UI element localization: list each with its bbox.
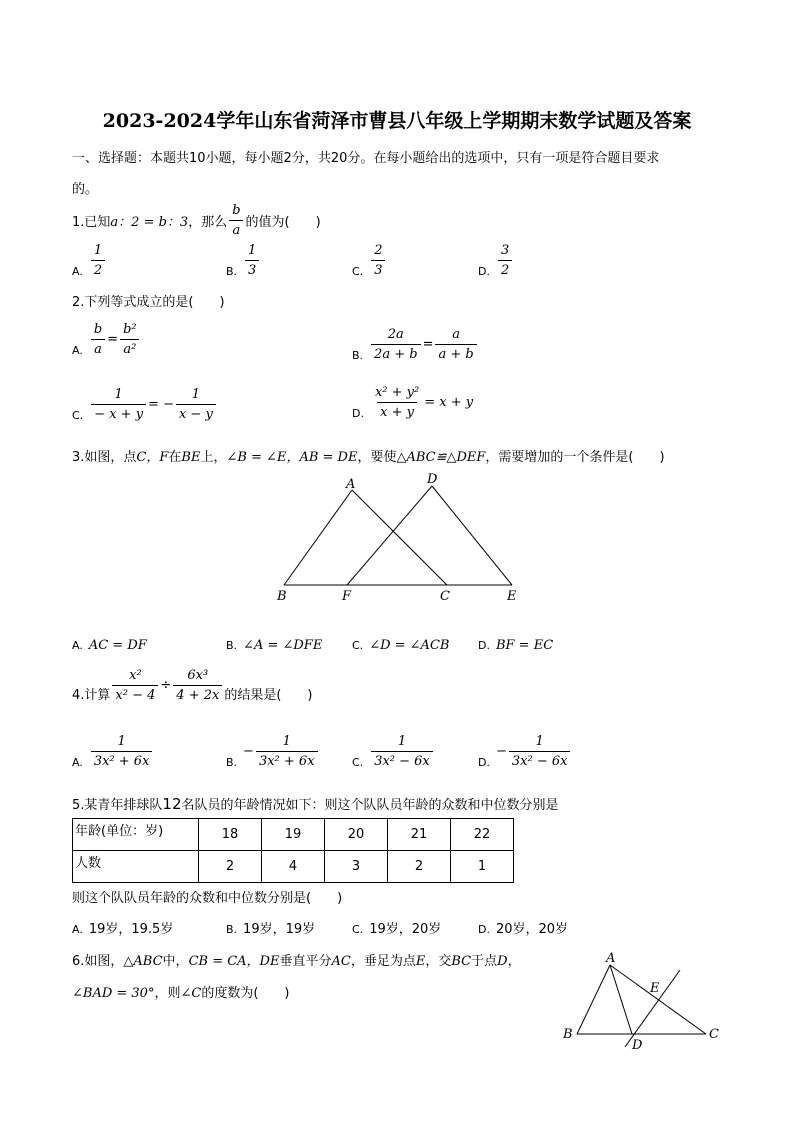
label-e: E — [507, 589, 517, 604]
frac-right — [435, 327, 476, 362]
equals-minus-sign: = − — [148, 397, 174, 412]
option-text: ∠A = ∠DFE — [243, 638, 323, 653]
q1-text-post: 的值为( ) — [245, 215, 321, 230]
q1-frac-num: b — [232, 203, 241, 218]
q6-text: ，垂足为点 — [350, 954, 416, 969]
q3-text: 3.如图，点 — [72, 450, 137, 465]
frac-den: 3 — [371, 260, 385, 278]
q1-option-a[interactable] — [72, 243, 107, 278]
option-letter: B. — [352, 349, 364, 362]
frac-den: 3x² + 6x — [91, 751, 153, 769]
divide-sign: ÷ — [160, 678, 172, 693]
q6-text: 中， — [162, 954, 189, 969]
option-letter: A. — [72, 265, 83, 278]
frac-num: 2a — [387, 327, 404, 342]
q1-option-c[interactable] — [352, 243, 387, 278]
option-text: BF = EC — [495, 638, 554, 653]
frac-num: 1 — [117, 734, 126, 749]
q6-math: CB = CA，DE — [188, 954, 280, 969]
q6-math: △ABC — [123, 954, 163, 969]
question-2-stem: 2.下列等式成立的是( ) — [72, 295, 225, 310]
frac-num: 1 — [282, 734, 291, 749]
frac-num: 6x³ — [187, 668, 209, 683]
q3-math: △ABC≌△DEF — [396, 450, 486, 465]
option-letter: C. — [72, 409, 84, 422]
option-letter: A. — [72, 923, 83, 936]
option-text: 19岁，19岁 — [243, 922, 316, 937]
frac-den: 2a + b — [371, 344, 421, 362]
option-letter: B. — [226, 265, 238, 278]
q1-option-d[interactable] — [478, 243, 514, 278]
q6-text: 垂直平分 — [279, 954, 332, 969]
option-letter: A. — [72, 639, 83, 652]
frac-num: 1 — [114, 387, 123, 402]
label-b: B — [277, 589, 287, 604]
age-table — [72, 818, 514, 883]
frac-num: 1 — [397, 734, 407, 749]
frac-num: x² + y² — [374, 385, 420, 400]
frac-den: 3x² − 6x — [371, 751, 433, 769]
option-letter: C. — [352, 639, 364, 652]
table-cell: 2 — [388, 851, 451, 883]
option-letter: B. — [226, 756, 238, 769]
option-letter: C. — [352, 265, 364, 278]
q6-text: ， — [507, 954, 521, 969]
q3-option-c[interactable] — [352, 638, 449, 653]
q6-math: ∠BAD = 30° — [72, 986, 155, 1001]
q1-option-b[interactable] — [226, 243, 261, 278]
frac-right — [176, 387, 216, 422]
q4-fraction-2 — [173, 668, 222, 703]
table-header-count: 人数 — [73, 851, 199, 883]
table-cell: 3 — [325, 851, 388, 883]
option-text: 19岁，19.5岁 — [88, 922, 174, 937]
table-header-age: 年龄(单位：岁) — [73, 819, 199, 851]
frac-num: 1 — [248, 243, 257, 258]
label-d: D — [632, 1038, 643, 1053]
frac-den: x + y — [377, 402, 417, 420]
frac-num: b² — [123, 322, 137, 337]
frac-den: 2 — [498, 260, 512, 278]
segment-ab — [284, 490, 352, 585]
question-6-stem — [72, 950, 521, 969]
segment-ad — [610, 965, 632, 1034]
equals-sign: = — [422, 337, 434, 352]
option-fraction — [498, 243, 512, 278]
q4-option-c[interactable] — [352, 734, 435, 769]
option-sign: − — [243, 744, 254, 759]
equals-sign: = — [107, 332, 119, 347]
q6-text: 于点 — [471, 954, 498, 969]
q3-math: BE — [181, 450, 201, 465]
frac-num: 1 — [93, 243, 103, 258]
q5-question: 则这个队队员年龄的众数和中位数分别是( ) — [72, 891, 343, 906]
q6-text: 6.如图， — [72, 954, 124, 969]
label-b: B — [563, 1027, 573, 1042]
option-letter: A. — [72, 756, 83, 769]
option-letter: B. — [226, 923, 238, 936]
q2-option-b[interactable] — [352, 327, 479, 362]
q1-fraction — [229, 203, 243, 238]
q3-math: ∠B = ∠E，AB = DE — [226, 450, 358, 465]
frac-num: 3 — [500, 243, 510, 258]
q2-option-a[interactable] — [72, 322, 142, 357]
frac-den: 3x² + 6x — [256, 751, 318, 769]
q5-text: 名队员的年龄情况如下：则这个队队员年龄的众数和中位数分别是 — [181, 798, 559, 813]
q1-text-mid: ，那么 — [188, 215, 228, 230]
q4-option-a[interactable] — [72, 734, 154, 769]
q3-math: C，F — [136, 450, 169, 465]
frac-den: 3 — [245, 260, 259, 278]
q6-math: BC — [451, 954, 472, 969]
q3-text: ，要使 — [357, 450, 397, 465]
q4-option-b[interactable] — [226, 734, 320, 769]
question-3-stem — [72, 446, 665, 465]
q4-option-d[interactable] — [478, 734, 572, 769]
option-text: AC = DF — [88, 638, 147, 653]
option-text: ∠D = ∠ACB — [369, 638, 450, 653]
section-instructions: 一、选择题：本题共10小题，每小题2分，共20分。在每小题给出的选项中，只有一项是符合题目要求 — [72, 151, 660, 166]
frac-num: a — [452, 327, 460, 342]
table-row — [73, 851, 514, 883]
label-d: D — [427, 472, 438, 487]
q3-text: 上， — [200, 450, 227, 465]
frac-right — [120, 322, 140, 357]
q3-option-b[interactable] — [226, 638, 322, 653]
q6-math: AC — [331, 954, 351, 969]
label-c: C — [709, 1027, 719, 1042]
q3-text: ，需要增加的一个条件是( ) — [485, 450, 665, 465]
table-cell: 2 — [199, 851, 262, 883]
option-letter: C. — [352, 923, 364, 936]
q6-math: ∠C — [180, 986, 202, 1001]
frac-den: 4 + 2x — [173, 685, 222, 703]
frac-left — [372, 385, 422, 420]
option-letter: D. — [352, 407, 364, 420]
option-fraction — [256, 734, 318, 769]
section-instructions-cont: 的。 — [72, 182, 99, 197]
q6-figure — [555, 950, 735, 1060]
option-letter: D. — [478, 265, 490, 278]
q5-option-a[interactable] — [72, 918, 173, 937]
label-f: F — [342, 589, 352, 604]
rhs-expression: = x + y — [424, 395, 474, 410]
q3-text: 在 — [168, 450, 182, 465]
page-title: 2023-2024学年山东省菏泽市曹县八年级上学期期末数学试题及答案 — [102, 110, 692, 132]
option-text: 19岁，20岁 — [369, 922, 442, 937]
q1-frac-den: a — [229, 220, 243, 238]
frac-den: a² — [120, 339, 139, 357]
option-fraction — [509, 734, 571, 769]
q1-ratio: a：2 = b：3 — [110, 215, 189, 230]
table-cell: 1 — [451, 851, 514, 883]
label-a: A — [606, 951, 616, 966]
q2-option-c[interactable] — [72, 387, 218, 422]
frac-num: x² — [129, 668, 142, 683]
option-fraction — [371, 243, 385, 278]
table-cell: 18 — [199, 819, 262, 851]
segment-ac — [610, 965, 706, 1034]
option-fraction — [91, 243, 105, 278]
option-sign: − — [495, 744, 507, 759]
option-fraction — [91, 734, 153, 769]
frac-den: a + b — [435, 344, 476, 362]
frac-num: 1 — [535, 734, 544, 749]
option-text: 20岁，20岁 — [495, 922, 569, 937]
frac-left — [91, 322, 105, 357]
q6-text: ，交 — [425, 954, 452, 969]
q6-math: E — [415, 954, 426, 969]
segment-de — [432, 486, 512, 585]
question-6-stem-line2 — [72, 982, 289, 1001]
frac-num: 1 — [191, 387, 201, 402]
frac-num: b — [93, 322, 103, 337]
q5-number: 12 — [162, 795, 182, 813]
frac-left — [91, 387, 146, 422]
q5-option-b[interactable] — [226, 918, 315, 937]
q3-option-a[interactable] — [72, 638, 147, 653]
option-letter: D. — [478, 923, 490, 936]
q5-option-d[interactable] — [478, 918, 568, 937]
segment-fd — [347, 486, 432, 585]
label-e: E — [650, 981, 660, 996]
q6-math: D — [497, 954, 508, 969]
segment-ab — [577, 965, 610, 1034]
question-1-stem — [72, 203, 321, 238]
q5-text: 5.某青年排球队 — [72, 798, 163, 813]
table-cell: 19 — [262, 819, 325, 851]
option-letter: D. — [478, 639, 490, 652]
label-c: C — [440, 589, 450, 604]
option-letter: B. — [226, 639, 238, 652]
option-letter: D. — [478, 756, 490, 769]
q4-fraction-1 — [112, 668, 158, 703]
option-letter: A. — [72, 344, 83, 357]
frac-den: 3x² − 6x — [509, 751, 571, 769]
option-fraction — [371, 734, 433, 769]
q5-option-c[interactable] — [352, 918, 441, 937]
q2-option-d[interactable] — [352, 385, 473, 420]
question-5-stem — [72, 794, 559, 813]
frac-den: a — [91, 339, 105, 357]
label-a: A — [346, 477, 356, 492]
table-row — [73, 819, 514, 851]
q1-text-pre: 1.已知 — [72, 215, 111, 230]
question-4-stem — [72, 668, 312, 703]
q3-figure — [270, 470, 530, 605]
frac-num: 2 — [374, 243, 383, 258]
q4-text-pre: 4.计算 — [72, 688, 111, 703]
table-cell: 21 — [388, 819, 451, 851]
option-fraction — [245, 243, 259, 278]
frac-den: 2 — [91, 260, 105, 278]
q6-text: ，则 — [154, 986, 181, 1001]
segment-ac — [352, 490, 447, 585]
q3-option-d[interactable] — [478, 638, 553, 653]
table-cell: 22 — [451, 819, 514, 851]
option-letter: C. — [352, 756, 364, 769]
q4-text-post: 的结果是( ) — [224, 688, 313, 703]
frac-left — [371, 327, 421, 362]
frac-den: x² − 4 — [112, 685, 158, 703]
q6-text: 的度数为( ) — [201, 986, 290, 1001]
frac-den: − x + y — [91, 404, 146, 422]
table-cell: 20 — [325, 819, 388, 851]
frac-den: x − y — [176, 404, 216, 422]
table-cell: 4 — [262, 851, 325, 883]
